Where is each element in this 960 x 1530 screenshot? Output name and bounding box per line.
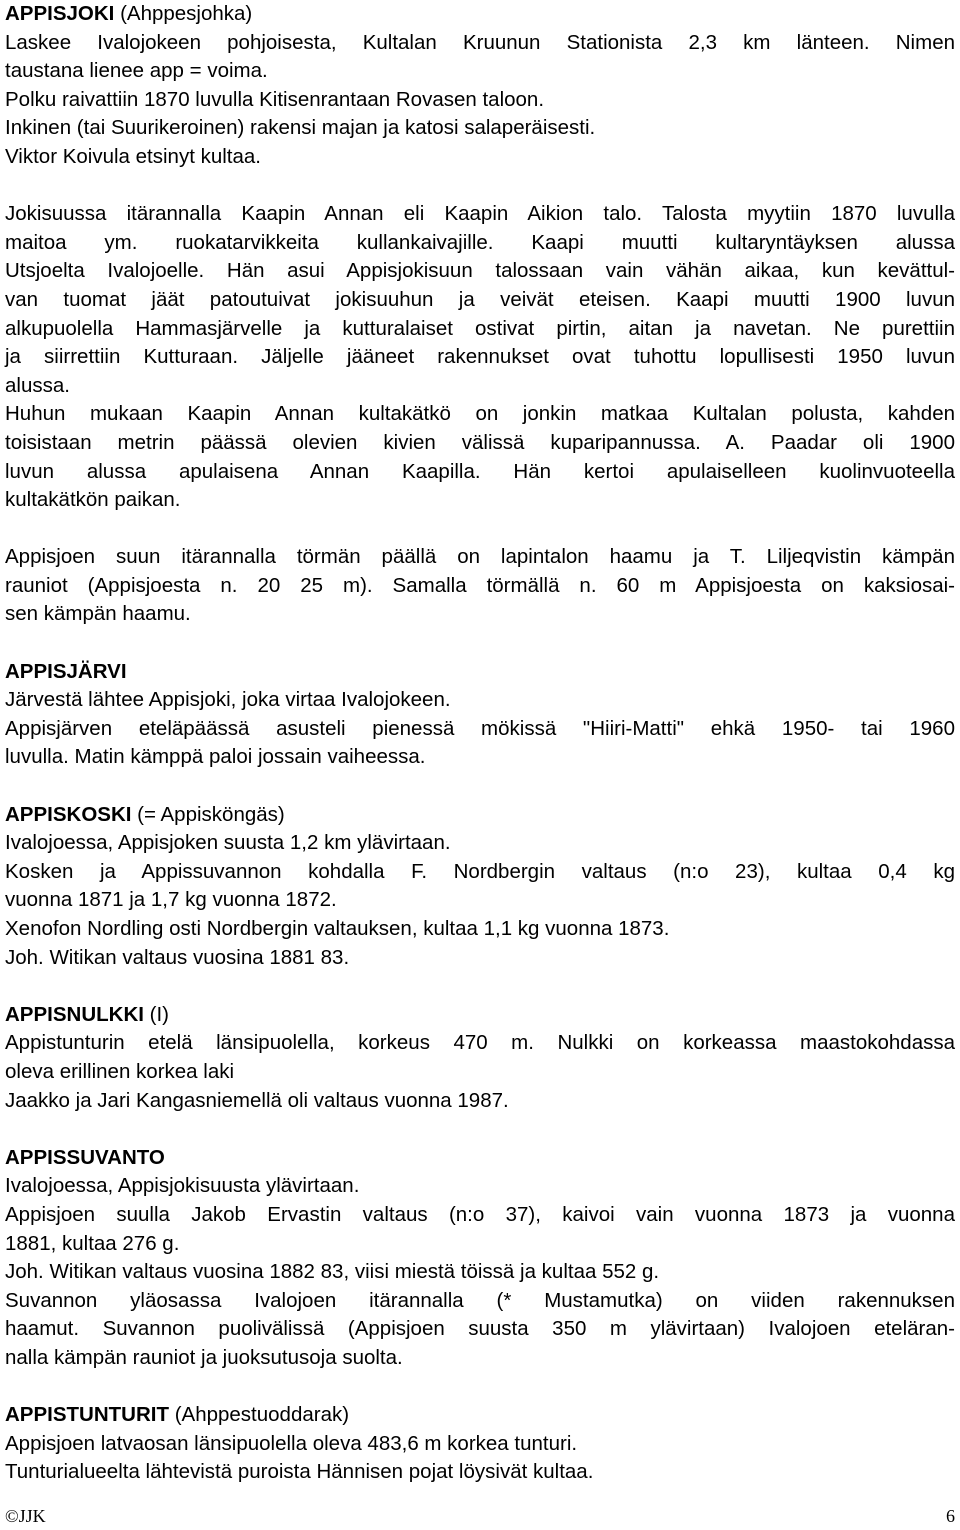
text-line: Jaakko ja Jari Kangasniemellä oli valtaus vuonna 1987. [5, 1088, 509, 1112]
text-line: ja siirrettiin Kutturaan. Jäljelle jääneet rakennukset ovat tuhottu lopullisesti 1950 luvun [5, 345, 955, 369]
entry-appisjarvi [5, 658, 955, 772]
text-line: Jokisuussa itärannalla Kaapin Annan eli Kaapin Aikion talo. Talosta myytiin 1870 luvulla [5, 202, 955, 226]
text-line: Appisjoen suulla Jakob Ervastin valtaus (n:o 37), kaivoi vain vuonna 1873 ja vuonna [5, 1202, 955, 1226]
entry-title: APPISNULKKI [5, 1002, 144, 1026]
text-line: vuonna 1871 ja 1,7 kg vuonna 1872. [5, 888, 337, 912]
text-line: Laskee Ivalojokeen pohjoisesta, Kultalan Kruunun Stationista 2,3 km länteen. Nimen [5, 30, 955, 54]
entry-heading [5, 1144, 955, 1173]
text-line: haamut. Suvannon puolivälissä (Appisjoen suusta 350 m ylävirtaan) Ivalojoen eteläran- [5, 1317, 955, 1341]
copyright-text: ©JJK [5, 1506, 46, 1526]
text-line: Xenofon Nordling osti Nordbergin valtauksen, kultaa 1,1 kg vuonna 1873. [5, 917, 670, 940]
entry-appiskoski [5, 801, 955, 973]
text-line: Appisjoen suun itärannalla törmän päällä on lapintalon haamu ja T. Liljeqvistin kämpän [5, 545, 955, 569]
text-line: toisistaan metrin päässä olevien kivien välissä kuparipannussa. A. Paadar oli 1900 [5, 430, 955, 454]
text-line: 1881, kultaa 276 g. [5, 1231, 180, 1255]
entry-appisnulkki [5, 1001, 955, 1115]
entry-subtitle: (= Appisköngäs) [131, 802, 285, 826]
entry-heading [5, 658, 955, 687]
text-line: sen kämpän haamu. [5, 602, 191, 626]
text-line: Suvannon yläosassa Ivalojoen itärannalla (* Mustamutka) on viiden rakennuksen [5, 1288, 955, 1312]
entry-subtitle: (Ahppesjohka) [114, 2, 253, 25]
entry-title: APPISJOKI [5, 2, 115, 25]
text-line: Joh. Witikan valtaus vuosina 1881 83. [5, 945, 350, 969]
text-line: Ivalojoessa, Appisjoken suusta 1,2 km ylävirtaan. [5, 831, 451, 855]
entry-appistunturit [5, 1401, 955, 1487]
text-line: alkupuolella Hammasjärvelle ja kutturalaiset ostivat pirtin, aitan ja navetan. Ne purettiin [5, 316, 955, 340]
text-line: Utsjoelta Ivalojoelle. Hän asui Appisjokisuun talossaan vain vähän aikaa, kun kevättul- [5, 259, 955, 283]
text-line: Appisjärven eteläpäässä asusteli pienessä mökissä "Hiiri-Matti" ehkä 1950- tai 1960 [5, 716, 955, 740]
text-line: Kosken ja Appissuvannon kohdalla F. Nordbergin valtaus (n:o 23), kultaa 0,4 kg [5, 859, 955, 883]
entry-title: APPISKOSKI [5, 802, 132, 826]
text-line: Huhun mukaan Kaapin Annan kultakätkö on jonkin matkaa Kultalan polusta, kahden [5, 402, 955, 426]
text-line: Appisjoen latvaosan länsipuolella oleva 483,6 m korkea tunturi. [5, 1431, 578, 1455]
text-line: Ivalojoessa, Appisjokisuusta ylävirtaan. [5, 1174, 360, 1198]
text-line: rauniot (Appisjoesta n. 20 25 m). Samalla törmällä n. 60 m Appisjoesta on kaksiosai- [5, 573, 955, 597]
text-line: Järvestä lähtee Appisjoki, joka virtaa Ivalojokeen. [5, 688, 451, 712]
text-line: Viktor Koivula etsinyt kultaa. [5, 144, 261, 168]
entry-appissuvanto [5, 1144, 955, 1373]
text-line: luvulla. Matin kämppä paloi jossain vaiheessa. [5, 745, 426, 769]
entry-heading [5, 1001, 955, 1030]
document-page [5, 0, 955, 1487]
text-line: Joh. Witikan valtaus vuosina 1882 83, viisi miestä töissä ja kultaa 552 g. [5, 1260, 660, 1284]
entry-title: APPISJÄRVI [5, 659, 127, 683]
entry-appisjoki [5, 0, 955, 629]
text-line: van tuomat jäät patoutuivat jokisuuhun ja veivät eteisen. Kaapi muutti 1900 luvun [5, 287, 955, 311]
text-line: Inkinen (tai Suurikeroinen) rakensi majan ja katosi salaperäisesti. [5, 116, 596, 140]
page-number: 6 [946, 1506, 955, 1526]
entry-heading [5, 801, 955, 830]
entry-heading [5, 1401, 955, 1430]
entry-title: APPISSUVANTO [5, 1145, 165, 1169]
entry-subtitle: (Ahppestuoddarak) [169, 1403, 350, 1427]
text-line: Appistunturin etelä länsipuolella, korkeus 470 m. Nulkki on korkeassa maastokohdassa [5, 1031, 955, 1055]
entry-title: APPISTUNTURIT [5, 1403, 169, 1427]
text-line: Tunturialueelta lähtevistä puroista Hännisen pojat löysivät kultaa. [5, 1460, 594, 1484]
entry-subtitle: (I) [143, 1002, 170, 1026]
text-line: taustana lienee app = voima. [5, 59, 268, 83]
text-line: maitoa ym. ruokatarvikkeita kullankaivajille. Kaapi muutti kultaryntäyksen alussa [5, 230, 955, 254]
text-line: nalla kämpän rauniot ja juoksutusoja suolta. [5, 1345, 403, 1369]
text-line: Polku raivattiin 1870 luvulla Kitisenrantaan Rovasen taloon. [5, 87, 545, 111]
text-line: oleva erillinen korkea laki [5, 1059, 235, 1083]
text-line: luvun alussa apulaisena Annan Kaapilla. Hän kertoi apulaiselleen kuolinvuoteella [5, 459, 955, 483]
text-line: kultakätkön paikan. [5, 488, 181, 512]
text-line: alussa. [5, 373, 70, 397]
entry-heading [5, 0, 955, 29]
